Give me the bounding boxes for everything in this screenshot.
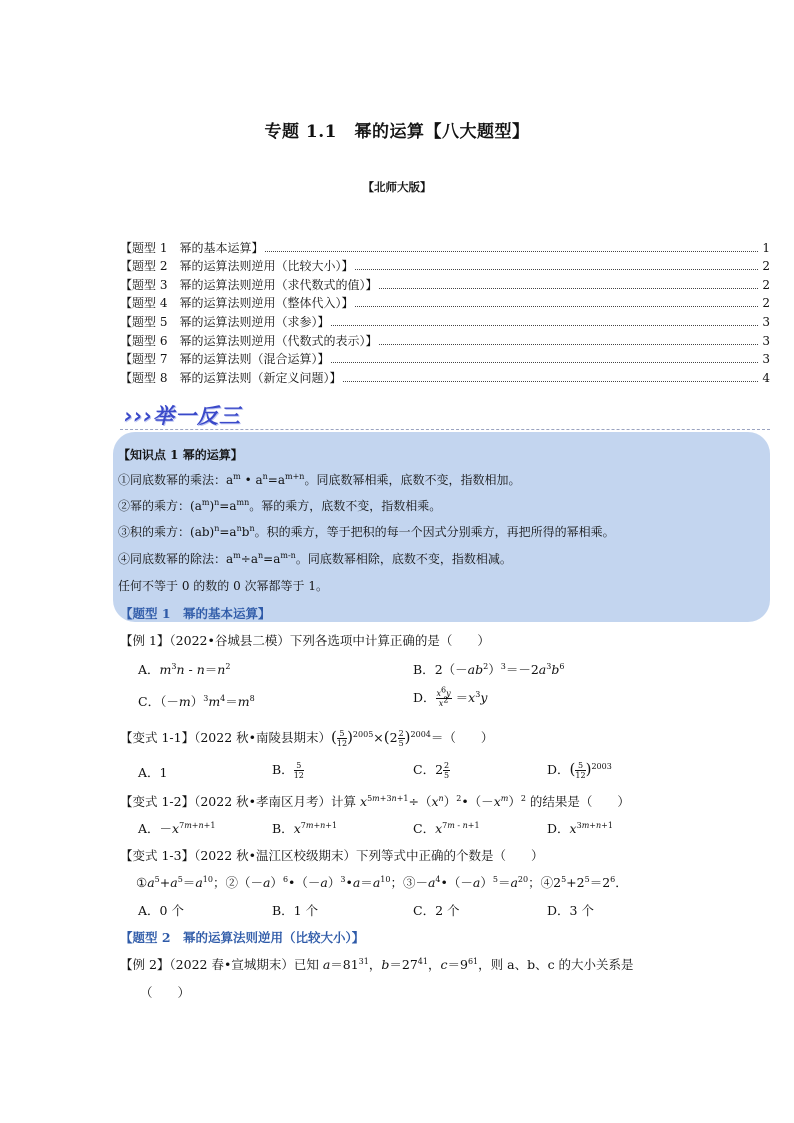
variant-1-2-option-b[interactable]: B．$x^{7m+n+1}$ (272, 820, 338, 836)
variant-1-1-option-c[interactable]: C．2 $\frac{2}{5}$ (413, 761, 450, 780)
example-2-answer-blank: （ ） (140, 985, 191, 1000)
variant-1-3-statements: $①a^5+a^5=a^{10}$；$②(-a)^6•(-a)^3•a=a^{10}$；$③-a^4•(-a)^5=a^{20}$；$④2^5+2^5=2^6$． (136, 874, 628, 890)
variant-1-3-option-d[interactable]: D．3 个 (547, 903, 594, 918)
toc-leader (355, 269, 758, 270)
variant-1-3-option-a[interactable]: A．0 个 (138, 903, 184, 918)
section-heading-type-2: 【题型 2 幂的运算法则逆用（比较大小）】 (120, 930, 365, 945)
toc-entry[interactable]: 【题型 8 幂的运算法则（新定义问题）】 4 (120, 370, 770, 385)
toc-entry[interactable]: 【题型 4 幂的运算法则逆用（整体代入）】 2 (120, 296, 770, 311)
banner-title: ›››举一反三 (124, 404, 241, 428)
toc-leader (331, 362, 758, 363)
toc-entry[interactable]: 【题型 5 幂的运算法则逆用（求参）】 3 (120, 314, 770, 329)
toc-leader (379, 344, 758, 345)
variant-1-1-option-d[interactable]: D．( $\frac{5}{12}$ )$^{2003}$ (547, 760, 612, 780)
variant-1-2-option-d[interactable]: D．$x^{3m+n+1}$ (547, 820, 613, 836)
example-1-option-a[interactable]: A．$m^3n - n=n^2$ (138, 661, 231, 677)
variant-1-3-option-c[interactable]: C．2 个 (413, 903, 460, 918)
toc-leader (265, 251, 758, 252)
variant-1-2-stem: 【变式 1-2】（2022 秋•孝南区月考）计算 $x^{5m+3n+1}\div(x^n)^2•(-x^m)^2$ 的结果是（ ） (120, 793, 630, 809)
example-1-option-d[interactable]: D． $\frac{x^6y}{x^2}$ $=x^3y$ (413, 685, 488, 708)
variant-1-1-option-b[interactable]: B． $\frac{5}{12}$ (272, 761, 304, 780)
knowledge-rule-4: ④同底数幂的除法：$a^m\div a^n=a^{m-n}$。同底数幂相除，底数不变，指数相减。 (118, 551, 512, 566)
toc-entry[interactable]: 【题型 2 幂的运算法则逆用（比较大小）】 2 (120, 259, 770, 274)
edition-label: 【北师大版】 (362, 180, 432, 194)
example-1-option-c[interactable]: C．$(-m)^3m^4=m^8$ (138, 693, 255, 709)
toc-entry[interactable]: 【题型 7 幂的运算法则（混合运算）】 3 (120, 352, 770, 367)
variant-1-1-stem: 【变式 1-1】（2022 秋•南陵县期末）( $\frac{5}{12}$ )$^{2005}$×(2 $\frac{2}{5}$ )$^{2004}$＝（ ） (120, 728, 494, 748)
section-heading-type-1: 【题型 1 幂的基本运算】 (120, 606, 271, 621)
example-2-stem: 【例 2】（2022 春•宣城期末）已知 $a=81^{31}$，$b=27^{41}$，$c=9^{61}$，则 a、b、c 的大小关系是 (120, 956, 634, 972)
knowledge-rule-2: ②幂的乘方：$(a^m)^n=a^{mn}$。幂的乘方，底数不变，指数相乘。 (118, 498, 442, 513)
knowledge-rule-3: ③积的乘方：$(ab)^n=a^nb^n$。积的乘方，等于把积的每一个因式分别乘方，再把所得的幂相乘。 (118, 524, 615, 539)
toc-entry[interactable]: 【题型 6 幂的运算法则逆用（代数式的表示）】 3 (120, 333, 770, 348)
table-of-contents (120, 238, 770, 387)
variant-1-3-stem: 【变式 1-3】（2022 秋•温江区校级期末）下列等式中正确的个数是（ ） (120, 848, 544, 863)
variant-1-3-option-b[interactable]: B．1 个 (272, 903, 319, 918)
toc-entry[interactable]: 【题型 1 幂的基本运算】 1 (120, 240, 770, 255)
section-banner (120, 398, 770, 432)
variant-1-2-option-a[interactable]: A．$-x^{7m+n+1}$ (138, 820, 216, 836)
knowledge-rule-5: 任何不等于 0 的数的 0 次幂都等于 1。 (118, 579, 328, 593)
toc-leader (331, 325, 758, 326)
example-1-option-b[interactable]: B．$2(-ab^2)^3=-2a^3b^6$ (413, 661, 565, 677)
variant-1-1-option-a[interactable]: A．1 (138, 765, 168, 780)
toc-leader (343, 381, 758, 382)
page-title: 专题 1.1 幂的运算【八大题型】 (264, 122, 530, 142)
toc-entry[interactable]: 【题型 3 幂的运算法则逆用（求代数式的值）】 2 (120, 277, 770, 292)
toc-leader (379, 288, 758, 289)
example-1-stem: 【例 1】（2022•谷城县二模）下列各选项中计算正确的是（ ） (120, 633, 490, 648)
variant-1-2-option-c[interactable]: C．$x^{7m - n+1}$ (413, 820, 480, 836)
toc-leader (355, 306, 758, 307)
knowledge-rule-1: ①同底数幂的乘法：$a^m$ • $a^n=a^{m+n}$。同底数幂相乘，底数不变，指数相加。 (118, 472, 521, 487)
knowledge-title: 【知识点 1 幂的运算】 (118, 448, 243, 462)
banner-divider (120, 429, 770, 430)
